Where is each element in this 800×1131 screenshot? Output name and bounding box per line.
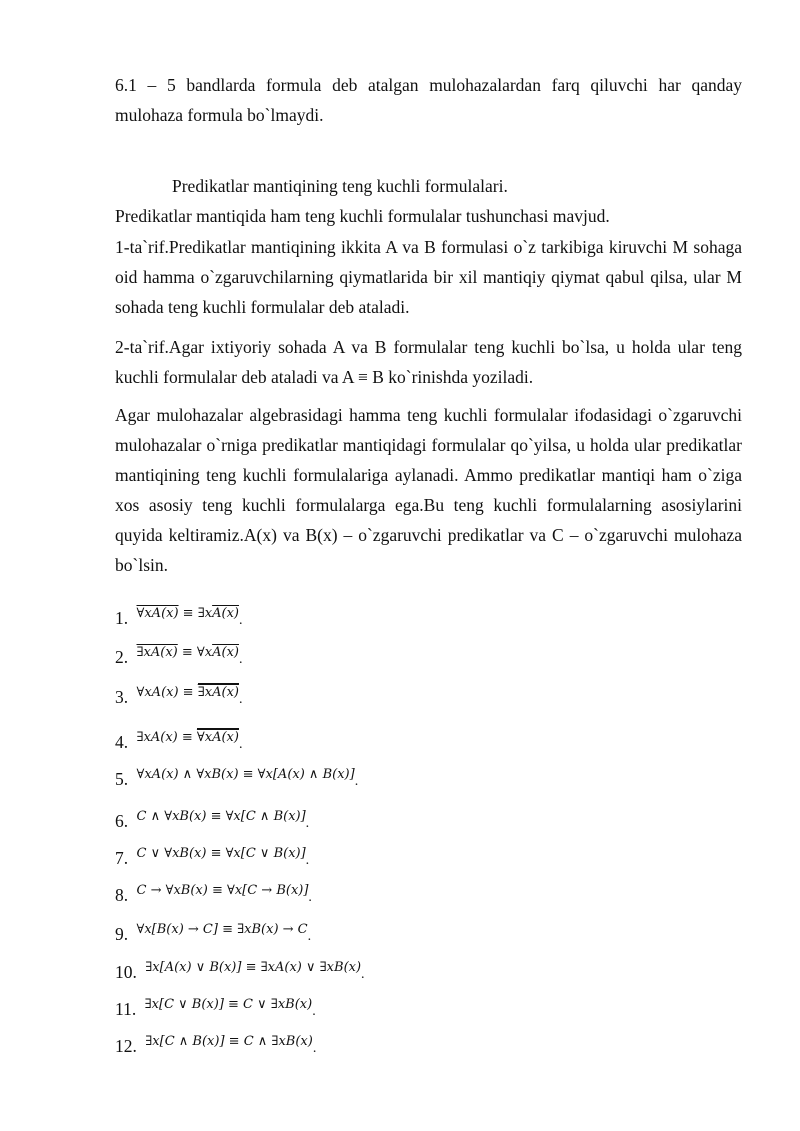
formula-item-11: 11. $^{\exists x[C \vee B(x)] \equiv C \vee \exists xB(x)}$. — [115, 994, 316, 1024]
section-title: Predikatlar mantiqining teng kuchli formulalari. — [172, 176, 508, 196]
formula-expression: ∃x[C ∨ B(x)] ≡ C ∨ ∃xB(x) — [144, 997, 313, 1012]
paragraph-intro: 6.1 – 5 bandlarda formula deb atalgan mulohazalardan farq qiluvchi har qanday mulohaza formula bo`lmaydi. — [115, 75, 742, 125]
formula-item-9: 9. $^{\forall x[B(x) \to C] \equiv \exists xB(x) \to C}$. — [115, 919, 311, 949]
formula-item-12: 12. $^{\exists x[C \wedge B(x)] \equiv C \wedge \exists xB(x)}$. — [115, 1031, 316, 1061]
formula-number: 11. — [115, 999, 137, 1019]
formula-number: 6. — [115, 811, 129, 831]
formula-expression: C → ∀xB(x) ≡ ∀x[C → B(x)] — [136, 883, 309, 898]
formula-number: 1. — [115, 608, 129, 628]
formula-number: 2. — [115, 647, 129, 667]
formula-number: 3. — [115, 687, 129, 707]
formula-item-5: 5. $^{\forall xA(x) \wedge \forall xB(x) \equiv \forall x[A(x) \wedge B(x)]}$. — [115, 764, 358, 794]
formula-item-4: 4. $^{\exists xA(x) \equiv \forall xA(x)}$. — [115, 727, 242, 757]
paragraph-explanation: Agar mulohazalar algebrasidagi hamma teng kuchli formulalar ifodasidagi o`zgaruvchi mulohazalar o`rniga predikatlar mantiqidagi formulalar qo`yilsa, u holda ular predikatlar mantiqining teng kuchli formulalariga aylanadi. Ammo predikatlar mantiqi ham o`ziga xos asosiy teng kuchli formulalarga ega.Bu teng kuchli formulalarning asosiylarini quyida keltiramiz.A(x) va B(x) – o`zgaruvchi predikatlar va C – o`zgaruvchi mulohaza bo`lsin. — [115, 405, 742, 575]
formula-item-1: 1. $^{\forall xA(x) \equiv \exists xA(x)}$. — [115, 603, 242, 633]
formula-item-8: 8. $^{C \to \forall xB(x) \equiv \forall x[C \to B(x)]}$. — [115, 880, 312, 910]
formula-item-2: 2. $^{\exists xA(x) \equiv \forall xA(x)}$. — [115, 642, 242, 672]
formula-expression: C ∧ ∀xB(x) ≡ ∀x[C ∧ B(x)] — [136, 809, 306, 824]
formula-number: 5. — [115, 769, 129, 789]
formula-expression: ∃x[C ∧ B(x)] ≡ C ∧ ∃xB(x) — [145, 1034, 313, 1049]
formula-number: 12. — [115, 1036, 137, 1056]
formula-expression: ∀x[B(x) → C] ≡ ∃xB(x) → C — [136, 922, 308, 937]
formula-number: 9. — [115, 924, 129, 944]
paragraph-definition-1: 1-ta`rif.Predikatlar mantiqining ikkita A va B formulasi o`z tarkibiga kiruvchi M sohaga oid hamma o`zgaruvchilarning qiymatlarida bir xil mantiqiy qiymat qabul qilsa, ular M sohada teng kuchli formulalar deb ataladi. — [115, 237, 742, 317]
formula-item-6: 6. $^{C \wedge \forall xB(x) \equiv \forall x[C \wedge B(x)]}$. — [115, 806, 309, 836]
formula-number: 8. — [115, 885, 129, 905]
formula-item-10: 10. $^{\exists x[A(x) \vee B(x)] \equiv \exists xA(x) \vee \exists xB(x)}$. — [115, 957, 365, 987]
formula-expression: ∀xA(x) ≡ ∃xA(x) — [136, 685, 239, 700]
formula-number: 7. — [115, 848, 129, 868]
formula-expression: ∀xA(x) ≡ ∃xA(x) — [136, 606, 239, 621]
formula-expression: ∃x[A(x) ∨ B(x)] ≡ ∃xA(x) ∨ ∃xB(x) — [145, 960, 362, 975]
formula-expression: ∀xA(x) ∧ ∀xB(x) ≡ ∀x[A(x) ∧ B(x)] — [136, 767, 355, 782]
formula-expression: ∃xA(x) ≡ ∀xA(x) — [136, 645, 239, 660]
formula-number: 4. — [115, 732, 129, 752]
formula-item-3: 3. $^{\forall xA(x) \equiv \exists xA(x)}$. — [115, 682, 242, 712]
formula-expression: C ∨ ∀xB(x) ≡ ∀x[C ∨ B(x)] — [136, 846, 306, 861]
paragraph-definition-2: 2-ta`rif.Agar ixtiyoriy sohada A va B formulalar teng kuchli bo`lsa, u holda ular teng kuchli formulalar deb ataladi va A ≡ B ko`rinishda yoziladi. — [115, 337, 742, 387]
formula-number: 10. — [115, 962, 137, 982]
formula-item-7: 7. $^{C \vee \forall xB(x) \equiv \forall x[C \vee B(x)]}$. — [115, 843, 309, 873]
formula-expression: ∃xA(x) ≡ ∀xA(x) — [136, 730, 239, 745]
paragraph-concept: Predikatlar mantiqida ham teng kuchli formulalar tushunchasi mavjud. — [115, 206, 610, 226]
